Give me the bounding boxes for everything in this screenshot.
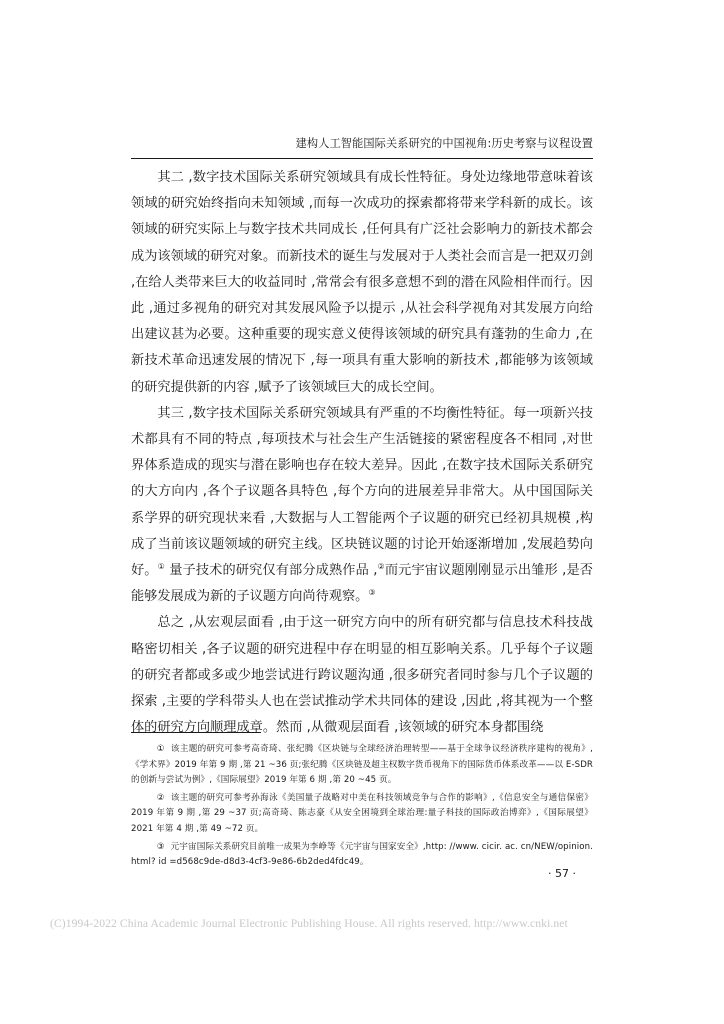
page-number: · 57 · xyxy=(548,867,576,880)
footnote-2 xyxy=(131,791,593,838)
footnote-text: 该主题的研究可参考孙海泳《美国量子战略对中美在科技领域竞争与合作的影响》,《信息安全与通信保密》2019 年第 9 期 ,第 29 ~37 页;高奇琦、陈志豪《从安全困境到全球治理:量子科技的国际政治博弈》,《国际展望》2021 年第 4 期 ,第 49 ~72 页。 xyxy=(131,792,593,834)
footnote-text: 该主题的研究可参考高奇琦、张纪腾《区块链与全球经济治理转型——基于全球争议经济秩序建构的视角》,《学术界》2019 年第 9 期 ,第 21 ~36 页;张纪腾《区块链及超主权数字货币视角下的国际货币体系改革——以 E-SDR 的创新与尝试为例》,《国际展望》2019 年第 6 期 ,第 20 ~45 页。 xyxy=(131,744,593,786)
footnote-ref-1[interactable]: ① xyxy=(157,562,165,572)
footnote-1 xyxy=(131,742,593,789)
paragraph-3: 总之 ,从宏观层面看 ,由于这一研究方向中的所有研究都与信息技术科技战略密切相关 ,各子议题的研究进程中存在明显的相互影响关系。几乎每个子议题的研究者都或多或少地尝试进行跨议题沟通 ,很多研究者同时参与几个子议题的探索 ,主要的学科带头人也在尝试推动学术共同体的建设 ,因此 ,将其视为一个整体的研究方向顺理成章。然而 ,从微观层面看 ,该领域的研究本身都围绕 xyxy=(131,615,593,736)
footnote-mark: ② xyxy=(156,792,165,803)
body-text xyxy=(131,165,593,741)
footnote-ref-3[interactable]: ③ xyxy=(368,588,376,598)
footnote-text: 元宇宙国际关系研究目前唯一成果为李峥等《元宇宙与国家安全》,http: //www. cicir. ac. cn/NEW/opinion. html? id =d568c9de-d8d3-4cf3-9e86-6b2ded4fdc49。 xyxy=(131,841,593,868)
footnote-mark: ① xyxy=(156,744,165,754)
footnote-rule xyxy=(131,732,261,733)
copyright-watermark: (C)1994-2022 China Academic Journal Electronic Publishing House. All rights reserved. http://www.cnki.net xyxy=(50,917,568,930)
footnote-3 xyxy=(131,840,593,871)
running-title: 建构人工智能国际关系研究的中国视角:历史考察与议程设置 xyxy=(295,137,593,150)
header-rule xyxy=(131,158,593,159)
paragraph-2-cont-1: 量子技术的研究仅有部分成熟作品 , xyxy=(164,563,378,579)
paragraph-1: 其二 ,数字技术国际关系研究领域具有成长性特征。身处边缘地带意味着该领域的研究始终指向未知领域 ,而每一次成功的探索都将带来学科新的成长。该领域的研究实际上与数字技术共同成长 ,任何具有广泛社会影响力的新技术都会成为该领域的研究对象。而新技术的诞生与发展对于人类社会而言是一把双刃剑 ,在给人类带来巨大的收益同时 ,常常会有很多意想不到的潜在风险相伴而行。因此 ,通过多视角的研究对其发展风险予以提示 ,从社会科学视角对其发展方向给出建议甚为必要。这种重要的现实意义使得该领域的研究具有蓬勃的生命力 ,在新技术革命迅速发展的情况下 ,每一项具有重大影响的新技术 ,都能够为该领域的研究提供新的内容 ,赋予了该领域巨大的成长空间。 xyxy=(131,170,593,395)
paragraph-2 xyxy=(131,401,593,611)
paragraph-2-cont-2: 而元宇宙议题刚刚显示出雏形 ,是否能够发展成为新的子议题方向尚待观察。 xyxy=(131,563,593,605)
paragraph-2-text: 其三 ,数字技术国际关系研究领域具有严重的不均衡性特征。每一项新兴技术都具有不同的特点 ,每项技术与社会生产生活链接的紧密程度各不相同 ,对世界体系造成的现实与潜在影响也存在较大差异。因此 ,在数字技术国际关系研究的大方向内 ,各个子议题各具特色 ,每个方向的进展差异非常大。从中国国际关系学界的研究现状来看 ,大数据与人工智能两个子议题的研究已经初具规模 ,构成了当前该议题领域的研究主线。区块链议题的讨论开始逐渐增加 ,发展趋势向好。 xyxy=(131,405,593,579)
footnote-ref-2[interactable]: ② xyxy=(377,562,385,572)
footnote-mark: ③ xyxy=(156,841,165,852)
footnotes xyxy=(131,742,593,873)
